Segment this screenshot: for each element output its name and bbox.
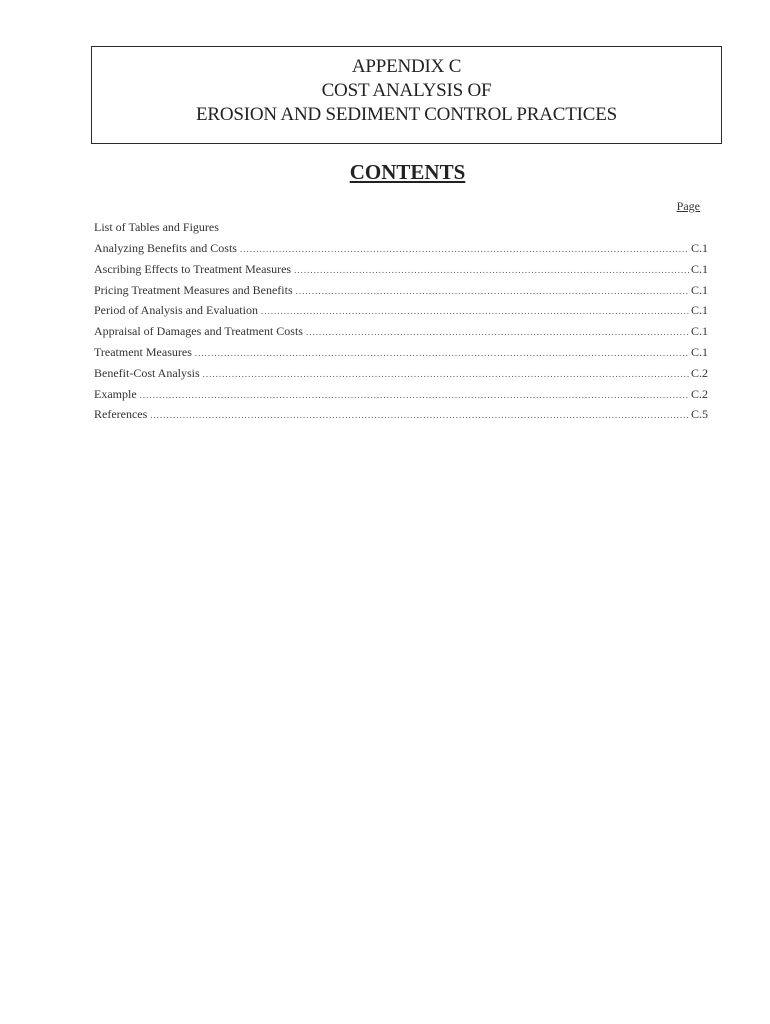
toc-entry[interactable] bbox=[94, 407, 708, 428]
toc-leader-dots bbox=[261, 306, 689, 316]
toc-leader-dots bbox=[240, 244, 689, 254]
toc-leader-dots bbox=[294, 265, 689, 275]
toc-entry[interactable] bbox=[94, 387, 708, 408]
toc-leader-dots bbox=[296, 286, 689, 296]
toc-entry-page: C.1 bbox=[690, 324, 708, 339]
toc-leader-dots bbox=[140, 390, 689, 400]
toc-entry[interactable] bbox=[94, 324, 708, 345]
toc-entry[interactable] bbox=[94, 262, 708, 283]
toc-entry-title: References bbox=[94, 407, 148, 422]
toc-entry[interactable] bbox=[94, 345, 708, 366]
toc-list bbox=[94, 241, 708, 428]
toc-entry-page: C.1 bbox=[690, 261, 708, 276]
toc-entry[interactable] bbox=[94, 241, 708, 262]
toc-entry-title: Benefit-Cost Analysis bbox=[94, 365, 200, 380]
toc-entry-title: Treatment Measures bbox=[94, 344, 192, 359]
appendix-title-box bbox=[91, 46, 722, 144]
toc-leader-dots bbox=[306, 327, 689, 337]
toc-entry[interactable] bbox=[94, 283, 708, 304]
toc-entry-title: Period of Analysis and Evaluation bbox=[94, 303, 258, 318]
toc-entry-page: C.1 bbox=[690, 282, 708, 297]
toc-leader-dots bbox=[203, 369, 689, 379]
toc-intro: List of Tables and Figures bbox=[94, 220, 219, 234]
toc-entry-title: Pricing Treatment Measures and Benefits bbox=[94, 282, 293, 297]
appendix-label: APPENDIX C bbox=[351, 56, 462, 77]
toc-entry-title: Example bbox=[94, 386, 137, 401]
appendix-title-line-1: COST ANALYSIS OF bbox=[321, 80, 492, 101]
toc-leader-dots bbox=[195, 348, 689, 358]
page-column-label: Page bbox=[676, 199, 700, 213]
contents-heading: CONTENTS bbox=[349, 160, 466, 184]
toc-entry-page: C.2 bbox=[690, 386, 708, 401]
toc-entry-page: C.1 bbox=[690, 241, 708, 255]
toc-entry-page: C.2 bbox=[690, 365, 708, 380]
toc-entry-title: Ascribing Effects to Treatment Measures bbox=[94, 261, 292, 276]
toc-entry-title: Appraisal of Damages and Treatment Costs bbox=[94, 324, 303, 339]
toc-entry-page: C.1 bbox=[690, 303, 708, 318]
toc-entry-title: Analyzing Benefits and Costs bbox=[94, 241, 237, 255]
toc-entry-page: C.1 bbox=[690, 344, 708, 359]
toc-entry[interactable] bbox=[94, 366, 708, 387]
toc-entry-page: C.5 bbox=[690, 407, 708, 422]
appendix-title-line-2: EROSION AND SEDIMENT CONTROL PRACTICES bbox=[196, 104, 617, 125]
toc-entry[interactable] bbox=[94, 303, 708, 324]
toc-leader-dots bbox=[150, 410, 689, 420]
